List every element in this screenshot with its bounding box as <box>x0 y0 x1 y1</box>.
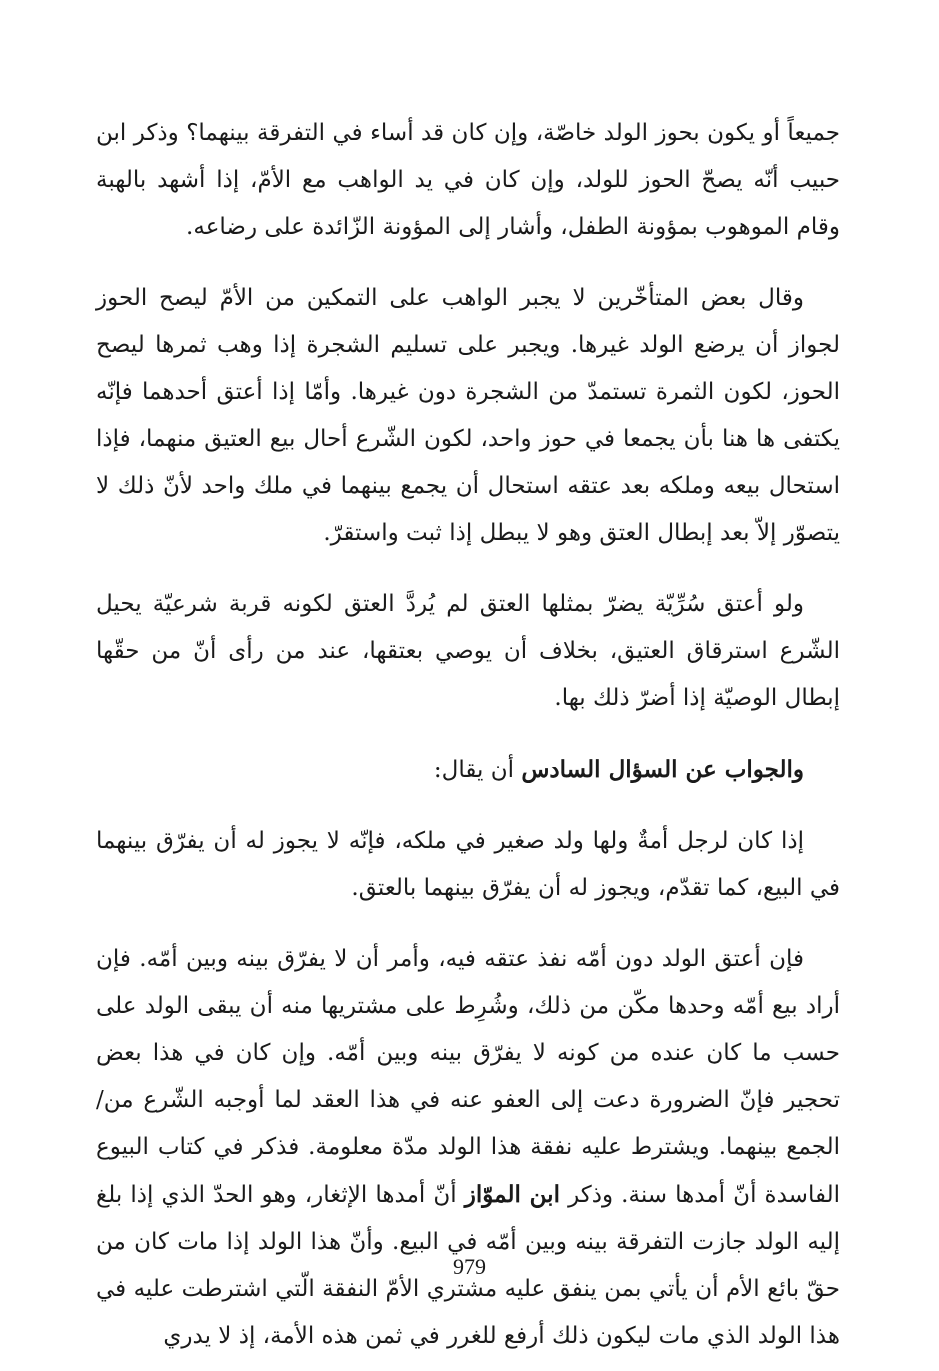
cited-author-name: ابن الموّاز <box>464 1181 560 1208</box>
section-heading <box>96 746 840 794</box>
paragraph-5-part-1: فإن أعتق الولد دون أمّه نفذ عتقه فيه، وأمر أن لا يفرّق بينه وبين أمّه. فإن أراد بيع أمّه وحدها مكّن من ذلك، وشُرِط على مشتريها منه أن يبقى الولد على حسب ما كان عنده من كونه لا يفرّق بينه وبين أمّه. وإن كان في هذا بعض تحجير فإنّ الضرورة دعت إلى العفو عنه في هذا العقد لما أوجبه الشّرع من/ الجمع بينهما. ويشترط عليه نفقة هذا الولد مدّة معلومة. فذكر في كتاب البيوع الفاسدة أنّ أمدها سنة. وذكر <box>96 946 840 1208</box>
paragraph-2: وقال بعض المتأخّرين لا يجبر الواهب على التمكين من الأمّ ليصح الحوز لجواز أن يرضع الولد غيرها. ويجبر على تسليم الشجرة إذا وهب ثمرها ليصح الحوز، لكون الثمرة تستمدّ من الشجرة دون غيرها. وأمّا إذا أعتق أحدهما فإنّه يكتفى ها هنا بأن يجمعا في حوز واحد، لكون الشّرع أحال بيع العتيق منهما، فإذا استحال بيعه وملكه بعد عتقه استحال أن يجمع بينهما في ملك واحد لأنّ ذلك لا يتصوّر إلاّ بعد إبطال العتق وهو لا يبطل إذا ثبت واستقرّ. <box>96 285 840 546</box>
section-heading-rest: أن يقال: <box>433 757 522 783</box>
page-body <box>96 110 840 1349</box>
paragraph-1: جميعاً أو يكون بحوز الولد خاصّة، وإن كان قد أساء في التفرقة بينهما؟ وذكر ابن حبيب أنّه يصحّ الحوز للولد، وإن كان في يد الواهب مع الأمّ، إذا أشهد بالهبة وقام الموهوب بمؤونة الطفل، وأشار إلى المؤونة الزّائدة على رضاعه. <box>96 120 840 240</box>
paragraph-3: ولو أعتق سُرِّيّة يضرّ بمثلها العتق لم يُردَّ العتق لكونه قربة شرعيّة يحيل الشّرع استرقاق العتيق، بخلاف أن يوصي بعتقها، عند من رأى أنّ من حقّها إبطال الوصيّة إذا أضرّ ذلك بها. <box>96 591 840 711</box>
section-heading-bold: والجواب عن السؤال السادس <box>521 756 804 783</box>
page-number: 979 <box>453 1254 486 1279</box>
paragraph-5 <box>96 936 840 1360</box>
paragraph-5-part-2: أنّ أمدها الإثغار، وهو الحدّ الذي إذا بلغ إليه الولد جازت التفرقة بينه وبين أمّه في البيع. وأنّ هذا الولد إذا مات كان من حقّ بائع الأم أن يأتي بمن ينفق عليه مشتري الأمّ النفقة الّتي اشترطت عليه في هذا الولد الذي مات ليكون ذلك أرفع للغرر في ثمن هذه الأمة، إذ لا يدري <box>96 1182 840 1349</box>
paragraph-4: إذا كان لرجل أمةٌ ولها ولد صغير في ملكه، فإنّه لا يجوز له أن يفرّق بينهما في البيع، كما تقدّم، ويجوز له أن يفرّق بينهما بالعتق. <box>96 828 840 901</box>
